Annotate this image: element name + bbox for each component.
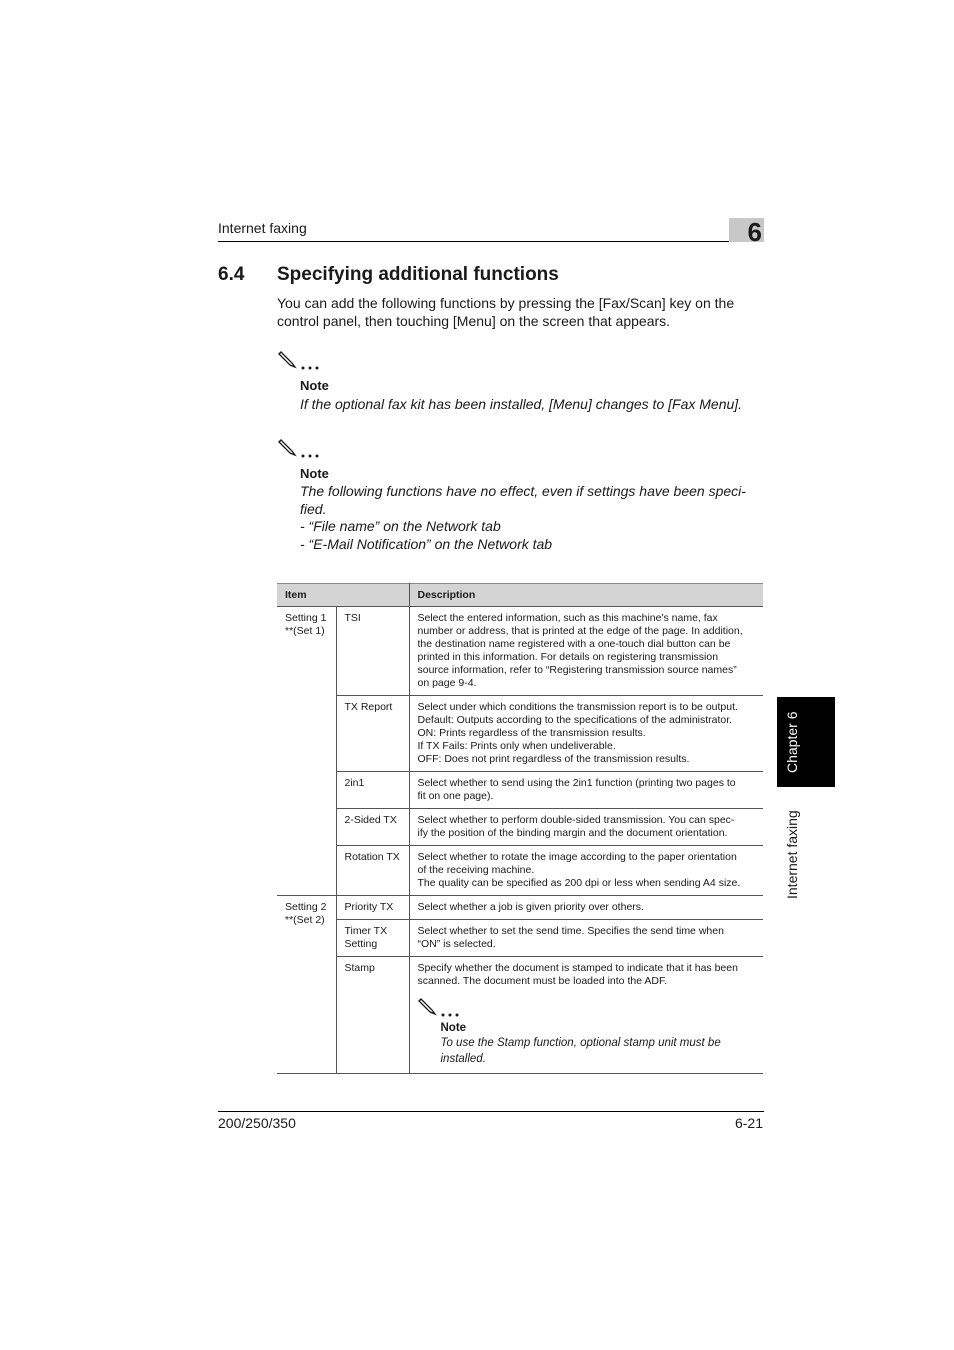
item-label: Priority TX: [344, 901, 394, 913]
description-line: Default: Outputs according to the specifications of the administrator.: [417, 714, 733, 726]
table-row: [277, 957, 763, 1074]
description-line: on page 9-4.: [417, 677, 477, 689]
header-rule: [218, 241, 764, 242]
description-line: number or address, that is printed at the edge of the page. In addition,: [417, 625, 743, 637]
pencil-note-icon: [278, 348, 324, 372]
description-line: Select whether to set the send time. Specifies the send time when: [417, 925, 724, 937]
note-text-line: - “File name” on the Network tab: [300, 518, 501, 534]
note-text-line: installed.: [440, 1053, 486, 1065]
group-label-line: **(Set 1): [285, 625, 325, 637]
table-row: [277, 896, 763, 920]
description-line: source information, refer to “Registering transmission source names”: [417, 664, 737, 676]
description-line: OFF: Does not print regardless of the transmission results.: [417, 753, 690, 765]
description-cell: [409, 696, 763, 772]
item-label: Stamp: [344, 962, 375, 974]
description-line: ify the position of the binding margin and the document orientation.: [417, 827, 728, 839]
item-label: Timer TX: [344, 925, 388, 937]
side-tab-chapter-label: Chapter 6: [784, 711, 800, 773]
description-line: Select whether to rotate the image according to the paper orientation: [417, 851, 737, 863]
description-cell: [409, 846, 763, 896]
chapter-number-box: [729, 217, 764, 247]
pencil-note-icon: [418, 996, 464, 1018]
description-line: Specify whether the document is stamped to indicate that it has been: [417, 962, 738, 974]
description-line: Select whether to perform double-sided transmission. You can spec-: [417, 814, 735, 826]
item-label: 2-Sided TX: [344, 814, 397, 826]
table-row: [277, 772, 763, 809]
item-label: TX Report: [344, 701, 393, 713]
note-text-line: To use the Stamp function, optional stamp unit must be: [440, 1037, 721, 1049]
pencil-note-icon: [278, 436, 324, 460]
table-row: [277, 809, 763, 846]
item-label: Rotation TX: [344, 851, 400, 863]
group-label-line: Setting 1: [285, 612, 327, 624]
note-label: Note: [300, 466, 329, 481]
description-cell: [409, 957, 763, 1074]
item-cell: [336, 957, 409, 1074]
description-line: ON: Prints regardless of the transmission results.: [417, 727, 646, 739]
description-cell: [409, 896, 763, 920]
description-line: “ON” is selected.: [417, 938, 496, 950]
description-line: If TX Fails: Prints only when undeliverable.: [417, 740, 616, 752]
note-text-line: If the optional fax kit has been installed, [Menu] changes to [Fax Menu].: [300, 396, 743, 412]
description-line: Select under which conditions the transmission report is to be output.: [417, 701, 738, 713]
item-label: TSI: [344, 612, 361, 624]
header-description: Description: [409, 584, 763, 607]
note-text-line: The following functions have no effect, even if settings have been speci-: [300, 483, 746, 499]
description-line: Select whether to send using the 2in1 function (printing two pages to: [417, 777, 736, 789]
table-row: [277, 920, 763, 957]
intro-paragraph: You can add the following functions by pressing the [Fax/Scan] key on the control panel, then touching [Menu] on the screen that appears.: [277, 295, 735, 329]
group-label: [277, 607, 336, 896]
group-label-line: **(Set 2): [285, 914, 325, 926]
item-cell: [336, 607, 409, 696]
header-item: Item: [277, 584, 409, 607]
description-line: The quality can be specified as 200 dpi or less when sending A4 size.: [417, 877, 741, 889]
functions-table: [277, 583, 763, 1074]
note-label: Note: [300, 378, 329, 393]
section-title: Specifying additional functions: [277, 264, 559, 285]
stamp-note: [418, 1022, 756, 1067]
description-line: Select whether a job is given priority over others.: [417, 901, 644, 913]
item-cell: [336, 846, 409, 896]
description-cell: [409, 607, 763, 696]
description-cell: [409, 809, 763, 846]
description-cell: [409, 920, 763, 957]
item-cell: [336, 772, 409, 809]
item-cell: [336, 896, 409, 920]
description-line: fit on one page).: [417, 790, 494, 802]
note-label: Note: [440, 1022, 467, 1034]
item-cell: [336, 809, 409, 846]
section-number: 6.4: [218, 264, 245, 285]
footer-model: 200/250/350: [218, 1115, 296, 1131]
table-row: [277, 607, 763, 696]
description-line: scanned. The document must be loaded into the ADF.: [417, 975, 668, 987]
description-line: Select the entered information, such as this machine's name, fax: [417, 612, 718, 624]
table-row: [277, 846, 763, 896]
group-label: [277, 896, 336, 1074]
side-tab-section-label: Internet faxing: [784, 810, 800, 900]
description-cell: [409, 772, 763, 809]
table-header-row: [277, 584, 763, 607]
footer-page-number: 6-21: [734, 1115, 763, 1131]
table-row: [277, 696, 763, 772]
note-text-line: - “E-Mail Notification” on the Network tab: [300, 535, 553, 552]
item-cell: [336, 920, 409, 957]
group-label-line: Setting 2: [285, 901, 327, 913]
note-text-line: fied.: [300, 500, 327, 517]
chapter-number: 6: [747, 217, 762, 247]
item-cell: [336, 696, 409, 772]
item-label: 2in1: [344, 777, 365, 789]
footer-rule: [218, 1111, 764, 1112]
description-line: printed in this information. For details on registering transmission: [417, 651, 719, 663]
description-line: the destination name registered with a one-touch dial button can be: [417, 638, 731, 650]
description-line: of the receiving machine.: [417, 864, 535, 876]
running-header: Internet faxing: [218, 220, 307, 236]
item-label: Setting: [344, 938, 378, 950]
